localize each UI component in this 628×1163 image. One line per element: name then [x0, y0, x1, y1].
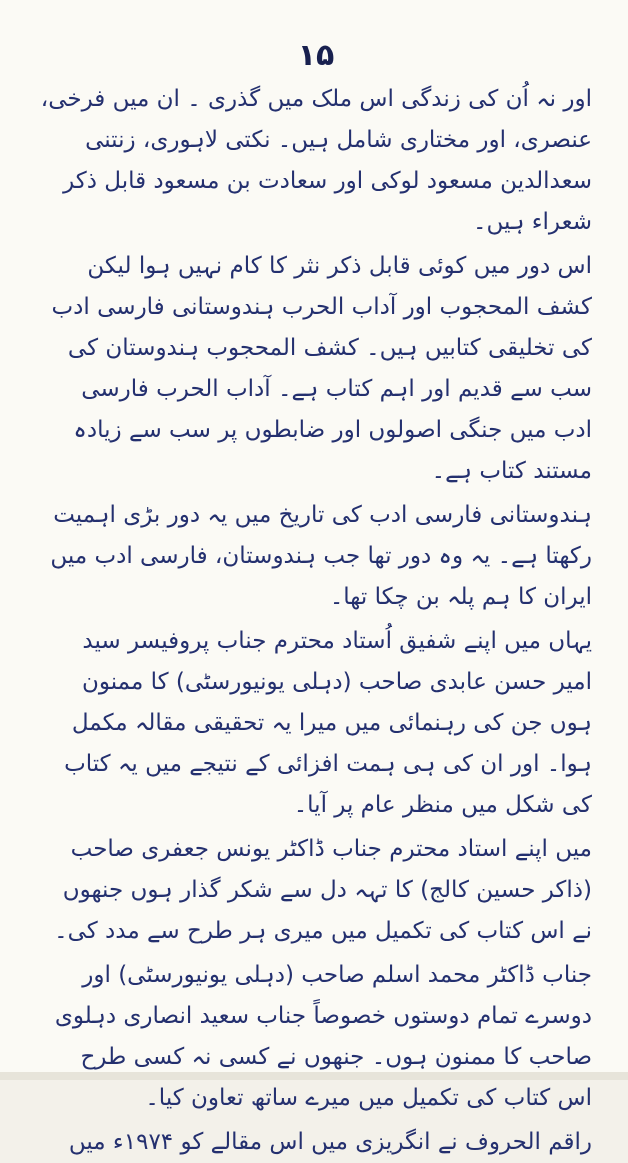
paragraph: اس دور میں کوئی قابل ذکر نثر کا کام نہیں ہوا لیکن کشف المحجوب اور آداب الحرب ہندوستانی فارسی ادب کی تخلیقی کتابیں ہیں۔ کشف المحجوب ہندوستان کی سب سے قدیم اور اہم کتاب ہے۔ آداب الحرب فارسی ادب میں جنگی اصولوں اور ضابطوں پر سب سے زیادہ مستند کتاب ہے۔ [51, 253, 592, 484]
paragraph: جناب ڈاکٹر محمد اسلم صاحب (دہلی یونیورسٹی) اور دوسرے تمام دوستوں خصوصاً جناب سعید انصاری دہلوی صاحب کا ممنون ہوں۔ جنھوں نے کسی نہ کسی طرح اس کتاب کی تکمیل میں میرے ساتھ تعاون کیا۔ [54, 962, 592, 1111]
paragraph: یہاں میں اپنے شفیق اُستاد محترم جناب پروفیسر سید امیر حسن عابدی صاحب (دہلی یونیورسٹی) کا ممنون ہوں جن کی رہنمائی میں میرا یہ تحقیقی مقالہ مکمل ہوا۔ اور ان کی ہی ہمت افزائی کے نتیجے میں یہ کتاب کی شکل میں منظر عام پر آیا۔ [64, 628, 592, 818]
paragraph: اور نہ اُن کی زندگی اس ملک میں گذری ۔ ان میں فرخی، عنصری، اور مختاری شامل ہیں۔ نکتی لاہوری، زنتنی سعدالدین مسعود لوکی اور سعادت بن مسعود قابل ذکر شعراء ہیں۔ [40, 86, 592, 235]
text-body [40, 79, 592, 1163]
paragraph: راقم الحروف نے انگریزی میں اس مقالے کو ۱۹۷۴ء میں [68, 1129, 592, 1155]
paragraph: میں اپنے استاد محترم جناب ڈاکٹر یونس جعفری صاحب (ذاکر حسین کالج) کا تہہ دل سے شکر گذار ہوں جنھوں نے اس کتاب کی تکمیل میں میری ہر طرح سے مدد کی۔ [54, 836, 592, 944]
page-bottom-edge [0, 1072, 628, 1080]
paragraph: ہندوستانی فارسی ادب کی تاریخ میں یہ دور بڑی اہمیت رکھتا ہے۔ یہ وہ دور تھا جب ہندوستان، فارسی ادب میں ایران کا ہم پلہ بن چکا تھا۔ [50, 502, 592, 610]
page-number: ۱۵ [297, 38, 335, 73]
